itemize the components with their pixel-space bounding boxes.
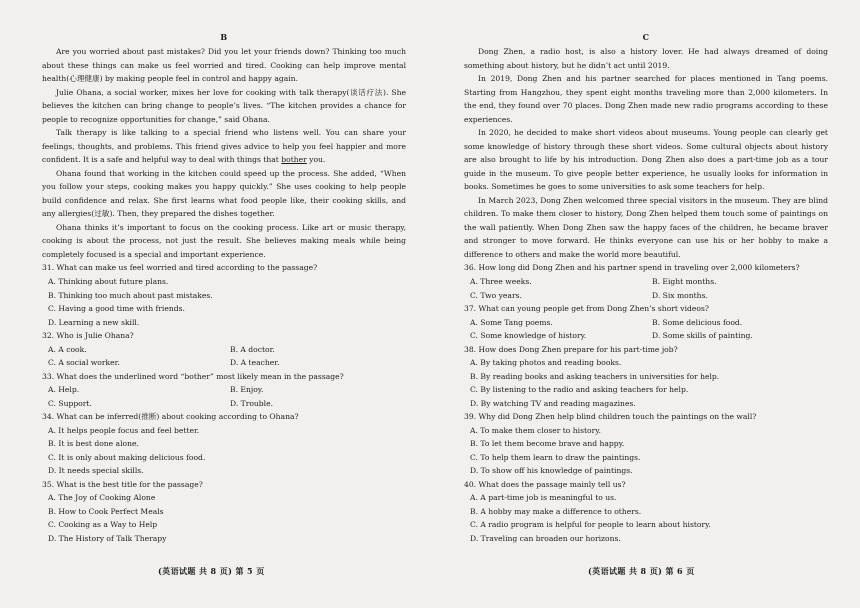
question-33-option-a[interactable]: A. Help. xyxy=(48,385,80,395)
question-37-stem: 37. What can young people get from Dong Zhen’s short videos? xyxy=(464,304,709,314)
underlined-word: bother xyxy=(281,155,307,165)
question-35-stem: 35. What is the best title for the passage? xyxy=(42,479,203,489)
question-33-stem-b: ” most likely mean in the passage? xyxy=(209,371,344,381)
question-36-option-b[interactable]: B. Eight months. xyxy=(652,277,717,286)
question-33-stem xyxy=(42,370,406,384)
question-34-option-b[interactable]: B. It is best done alone. xyxy=(48,439,139,449)
question-36-stem: 36. How long did Dong Zhen and his partner spend in traveling over 2,000 kilometers? xyxy=(464,263,800,273)
question-39-option-d[interactable]: D. To show off his knowledge of paintings. xyxy=(470,466,633,476)
question-40-stem: 40. What does the passage mainly tell us? xyxy=(464,479,626,489)
question-33-option-d[interactable]: D. Trouble. xyxy=(230,398,274,408)
question-39-option-c[interactable]: C. To help them learn to draw the paintings. xyxy=(470,452,641,462)
page-6-footer: (英语试题 共 8 页) 第 6 页 xyxy=(588,566,695,576)
question-37-option-b[interactable]: B. Some delicious food. xyxy=(652,317,743,327)
question-40-option-c[interactable]: C. A radio program is helpful for people to learn about history. xyxy=(470,520,711,530)
section-label-c: C xyxy=(642,32,650,42)
question-33-row-2 xyxy=(42,397,406,411)
question-32-option-b[interactable]: B. A doctor. xyxy=(230,344,275,354)
question-40-option-b[interactable]: B. A hobby may make a difference to others. xyxy=(470,506,642,516)
question-36 xyxy=(464,261,828,302)
question-32-stem: 32. Who is Julie Ohana? xyxy=(42,331,134,341)
question-35-option-c[interactable]: C. Cooking as a Way to Help xyxy=(48,520,158,530)
passage-c-paragraph-4: In March 2023, Dong Zhen welcomed three special visitors in the museum. They are blind children. To make them closer to history, Dong Zhen helped them touch some of paintings on the wall patiently. When Dong Zhen saw the happy faces of the children, he became braver and stronger to move forward. He thinks everyone can use his or her hobby to make a difference to others and make the world more beautiful. xyxy=(464,195,828,259)
question-36-row-1 xyxy=(464,275,828,289)
section-label-b: B xyxy=(220,32,228,42)
question-34-option-d[interactable]: D. It needs special skills. xyxy=(48,466,144,476)
question-38-option-c[interactable]: C. By listening to the radio and asking teachers for help. xyxy=(470,385,689,395)
question-37-option-d[interactable]: D. Some skills of painting. xyxy=(652,331,753,341)
right-page xyxy=(464,30,828,545)
question-37-row-2 xyxy=(464,329,828,343)
question-31-option-d[interactable]: D. Learning a new skill. xyxy=(48,317,140,327)
passage-b-paragraph-4: Ohana found that working in the kitchen could speed up the process. She added, “When you follow your steps, cooking makes you happy quickly.” She uses cooking to help people build confidence and relax. She first learns what food people like, their cooking skills, and any allergies(过敏). Then, they prepared the dishes together. xyxy=(42,168,406,219)
question-32-option-a[interactable]: A. A cook. xyxy=(48,344,87,354)
question-36-option-d[interactable]: D. Six months. xyxy=(652,290,708,300)
paragraph-3-text-b: you. xyxy=(306,155,326,165)
question-38-option-a[interactable]: A. By taking photos and reading books. xyxy=(470,358,622,368)
passage-c-paragraph-3: In 2020, he decided to make short videos about museums. Young people can clearly get some knowledge of history through these short videos. Some cultural objects about history are also brought to life by his introduction. Dong Zhen also does a part-time job as a tour guide in the museum. To give people better experience, he usually looks for information in books. Sometimes he goes to some universities to ask some teachers for help. xyxy=(464,128,828,192)
question-36-row-2 xyxy=(464,289,828,303)
question-34-option-c[interactable]: C. It is only about making delicious food. xyxy=(48,452,206,462)
question-40-option-d[interactable]: D. Traveling can broaden our horizons. xyxy=(470,533,621,543)
question-32 xyxy=(42,329,406,370)
question-40 xyxy=(464,478,828,546)
question-38-option-d[interactable]: D. By watching TV and reading magazines. xyxy=(470,398,636,408)
question-37 xyxy=(464,302,828,343)
passage-b-paragraph-1: Are you worried about past mistakes? Did you let your friends down? Thinking too much about these things can make us feel worried and tired. Cooking can help improve mental health(心理健康) by making people feel in control and happy again. xyxy=(42,47,406,84)
question-37-option-c[interactable]: C. Some knowledge of history. xyxy=(470,331,587,341)
question-37-option-a[interactable]: A. Some Tang poems. xyxy=(470,317,553,327)
question-32-row-1 xyxy=(42,343,406,357)
question-35-option-a[interactable]: A. The Joy of Cooking Alone xyxy=(48,493,156,503)
question-39-stem: 39. Why did Dong Zhen help blind children touch the paintings on the wall? xyxy=(464,412,757,422)
question-32-row-2 xyxy=(42,356,406,370)
question-36-option-a[interactable]: A. Three weeks. xyxy=(470,277,532,286)
question-31 xyxy=(42,261,406,329)
question-34 xyxy=(42,410,406,478)
question-37-row-1 xyxy=(464,316,828,330)
page-5-footer: (英语试题 共 8 页) 第 5 页 xyxy=(158,566,265,576)
question-31-option-a[interactable]: A. Thinking about future plans. xyxy=(48,277,169,286)
paragraph-3-text-a: Talk therapy is like talking to a special friend who listens well. You can share your feelings, thoughts, and problems. This friend gives advice to help you feel happier and more confident. It is a safe and helpful way to deal with things that xyxy=(42,128,406,165)
question-33-stem-a: 33. What does the underlined word “ xyxy=(42,371,185,381)
question-39-option-b[interactable]: B. To let them become brave and happy. xyxy=(470,439,625,449)
question-34-stem: 34. What can be inferred(推断) about cooking according to Ohana? xyxy=(42,412,299,422)
question-39-option-a[interactable]: A. To make them closer to history. xyxy=(470,425,601,435)
question-35-option-d[interactable]: D. The History of Talk Therapy xyxy=(48,533,167,543)
left-page xyxy=(42,30,406,545)
question-34-option-a[interactable]: A. It helps people focus and feel better. xyxy=(48,425,200,435)
passage-b-paragraph-5: Ohana thinks it’s important to focus on the cooking process. Like art or music therapy, cooking is about the process, not just the result. She believes making meals while being completely focused is a special and important experience. xyxy=(42,222,406,259)
question-33-option-c[interactable]: C. Support. xyxy=(48,398,92,408)
question-32-option-c[interactable]: C. A social worker. xyxy=(48,358,120,368)
passage-b-paragraph-2: Julie Ohana, a social worker, mixes her love for cooking with talk therapy(谈话疗法). She believes the kitchen can bring change to people’s lives. “The kitchen provides a chance for people to recognize opportunities for change,” said Ohana. xyxy=(42,87,406,124)
question-33-row-1 xyxy=(42,383,406,397)
passage-b-paragraph-3 xyxy=(42,126,406,167)
question-35-option-b[interactable]: B. How to Cook Perfect Meals xyxy=(48,506,164,516)
question-31-stem: 31. What can make us feel worried and tired according to the passage? xyxy=(42,263,318,273)
question-35 xyxy=(42,478,406,546)
question-33-option-b[interactable]: B. Enjoy. xyxy=(230,385,264,395)
question-40-option-a[interactable]: A. A part-time job is meaningful to us. xyxy=(470,493,617,503)
passage-c-paragraph-2: In 2019, Dong Zhen and his partner searched for places mentioned in Tang poems. Starting from Hangzhou, they spent eight months traveling more than 2,000 kilometers. In the end, they found over 70 places. Dong Zhen made new radio programs according to these experiences. xyxy=(464,74,828,124)
question-31-option-b[interactable]: B. Thinking too much about past mistakes. xyxy=(48,290,213,300)
question-38 xyxy=(464,343,828,411)
question-31-option-c[interactable]: C. Having a good time with friends. xyxy=(48,304,185,314)
question-39 xyxy=(464,410,828,478)
question-38-stem: 38. How does Dong Zhen prepare for his part-time job? xyxy=(464,344,678,354)
question-36-option-c[interactable]: C. Two years. xyxy=(470,290,522,300)
question-33 xyxy=(42,370,406,411)
question-32-option-d[interactable]: D. A teacher. xyxy=(230,358,280,368)
question-38-option-b[interactable]: B. By reading books and asking teachers in universities for help. xyxy=(470,371,720,381)
passage-c-paragraph-1: Dong Zhen, a radio host, is also a history lover. He had always dreamed of doing something about history, but he didn’t act until 2019. xyxy=(464,47,828,70)
question-33-stem-word: bother xyxy=(184,371,210,381)
